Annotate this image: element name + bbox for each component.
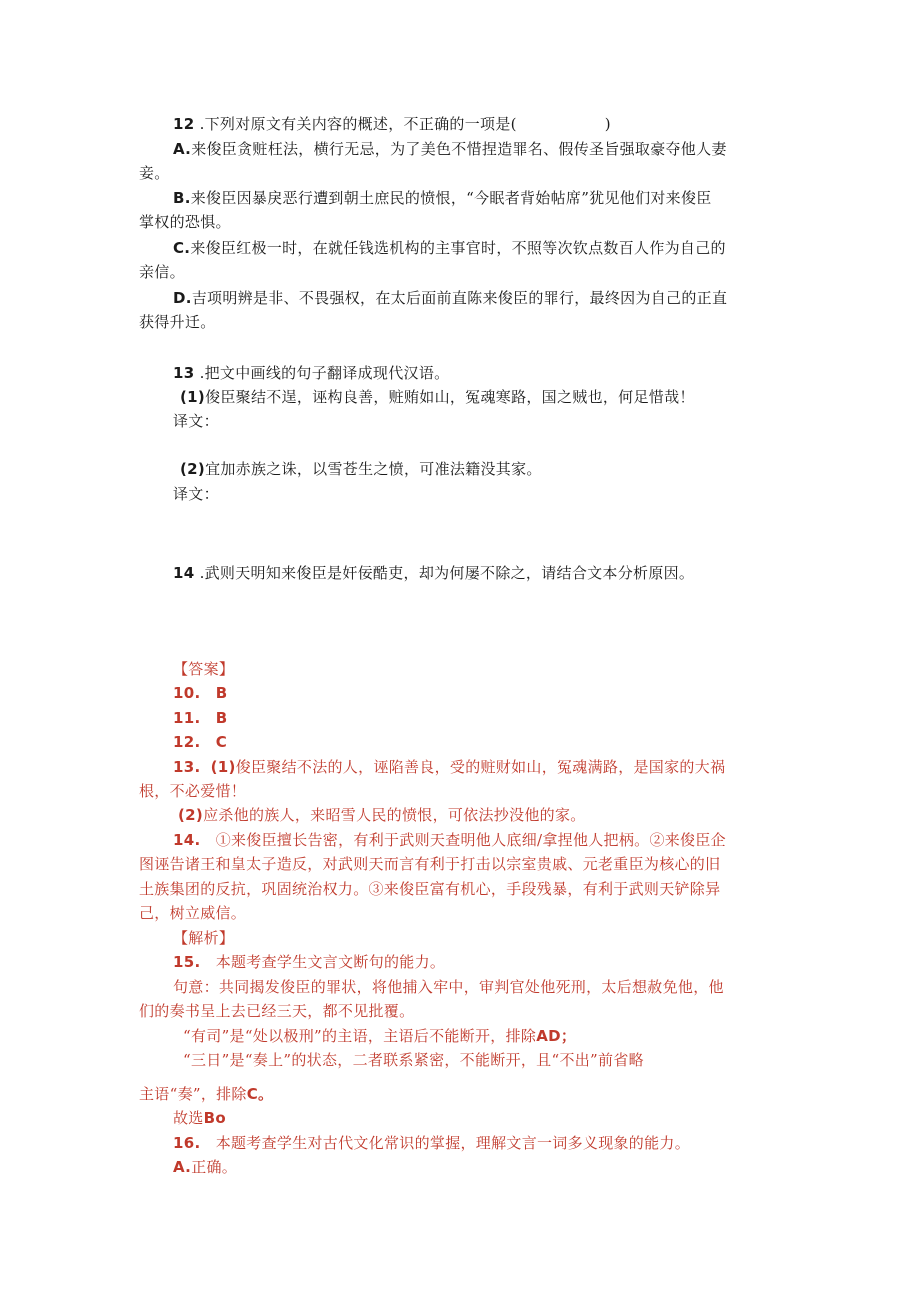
answer-12: 12. C [173,733,228,751]
q13-translation-label-2: 译文： [173,485,219,503]
answer-10: 10. B [173,684,228,702]
q13-translation-label-1: 译文： [173,412,219,430]
q12-stem [173,112,611,136]
q12-number: 12 [173,115,195,133]
analysis-15-meaning-cont: 们的奏书呈上去已经三天，都不见批覆。 [139,1002,415,1020]
analysis-15-point-1: “有司”是“处以极刑”的主语，主语后不能断开，排除AD； [183,1027,577,1045]
q13-number: 13 [173,364,195,382]
q14-stem: 14 .武则天明知来俊臣是奸佞酷吏，却为何屡不除之，请结合文本分析原因。 [173,564,695,582]
q12-stem-text: .下列对原文有关内容的概述，不正确的一项是( [199,115,517,133]
analysis-15-point-2: “三日”是“奏上”的状态，二者联系紧密，不能断开，且“不出”前省略 [183,1051,644,1069]
analysis-16-a: A.正确。 [173,1158,238,1176]
q12-option-b-cont: 掌权的恐惧。 [139,213,231,231]
analysis-16: 16. 本题考查学生对古代文化常识的掌握，理解文言一词多义现象的能力。 [173,1134,691,1152]
answer-14-cont-2: 土族集团的反抗，巩固统治权力。③来俊臣富有机心，手段残暴，有利于武则天铲除异 [139,880,721,898]
answer-14: 14. ①来俊臣擅长告密，有利于武则天查明他人底细/拿捏他人把柄。②来俊臣企 [173,831,726,849]
analysis-15: 15. 本题考查学生文言文断句的能力。 [173,953,446,971]
q12-option-c-cont: 亲信。 [139,263,185,281]
answer-13-1: 13. (1)俊臣聚结不法的人，诬陷善良，受的赃财如山，冤魂满路，是国家的大祸 [173,758,726,776]
q13-sentence-1: (1)俊臣聚结不逞，诬构良善，赃贿如山，冤魂寒路，国之贼也，何足惜哉！ [180,388,695,406]
q12-stem-close: ) [604,115,611,133]
q12-option-a-cont: 妾。 [139,164,170,182]
q12-option-a: A.来俊臣贪赃枉法，横行无忌，为了美色不惜捏造罪名、假传圣旨强取豪夺他人妻 [173,140,727,158]
answer-13-2: (2)应杀他的族人，来昭雪人民的愤恨，可依法抄没他的家。 [178,806,586,824]
q14-number: 14 [173,564,195,582]
answers-heading: 【答案】 [173,660,235,678]
q13-stem: 13 .把文中画线的句子翻译成现代汉语。 [173,364,450,382]
answer-11: 11. B [173,709,228,727]
analysis-15-point-2-cont: 主语“奏”，排除C。 [139,1085,274,1103]
analysis-heading: 【解析】 [173,929,235,947]
answer-14-cont-3: 己，树立威信。 [139,904,247,922]
answer-13-1-cont: 根，不必爱惜！ [139,782,247,800]
q12-option-c: C.来俊臣红极一时，在就任钱选机构的主事官时，不照等次钦点数百人作为自己的 [173,239,726,257]
q12-option-d: D.吉项明辨是非、不畏强权，在太后面前直陈来俊臣的罪行，最终因为自己的正直 [173,289,728,307]
answer-14-cont-1: 图诬告诸王和皇太子造反，对武则天而言有利于打击以宗室贵戚、元老重臣为核心的旧 [139,855,721,873]
analysis-15-conclusion: 故选Bo [173,1109,226,1127]
q12-option-d-cont: 获得升迁。 [139,313,216,331]
analysis-15-meaning: 句意：共同揭发俊臣的罪状，将他捕入牢中，审判官处他死刑，太后想赦免他，他 [173,978,724,996]
q12-option-b: B.来俊臣因暴戾恶行遭到朝土庶民的愤恨，“今眠者背始帖席”犹见他们对来俊臣 [173,189,712,207]
q13-sentence-2: (2)宜加赤族之诛，以雪苍生之愤，可准法籍没其家。 [180,460,542,478]
